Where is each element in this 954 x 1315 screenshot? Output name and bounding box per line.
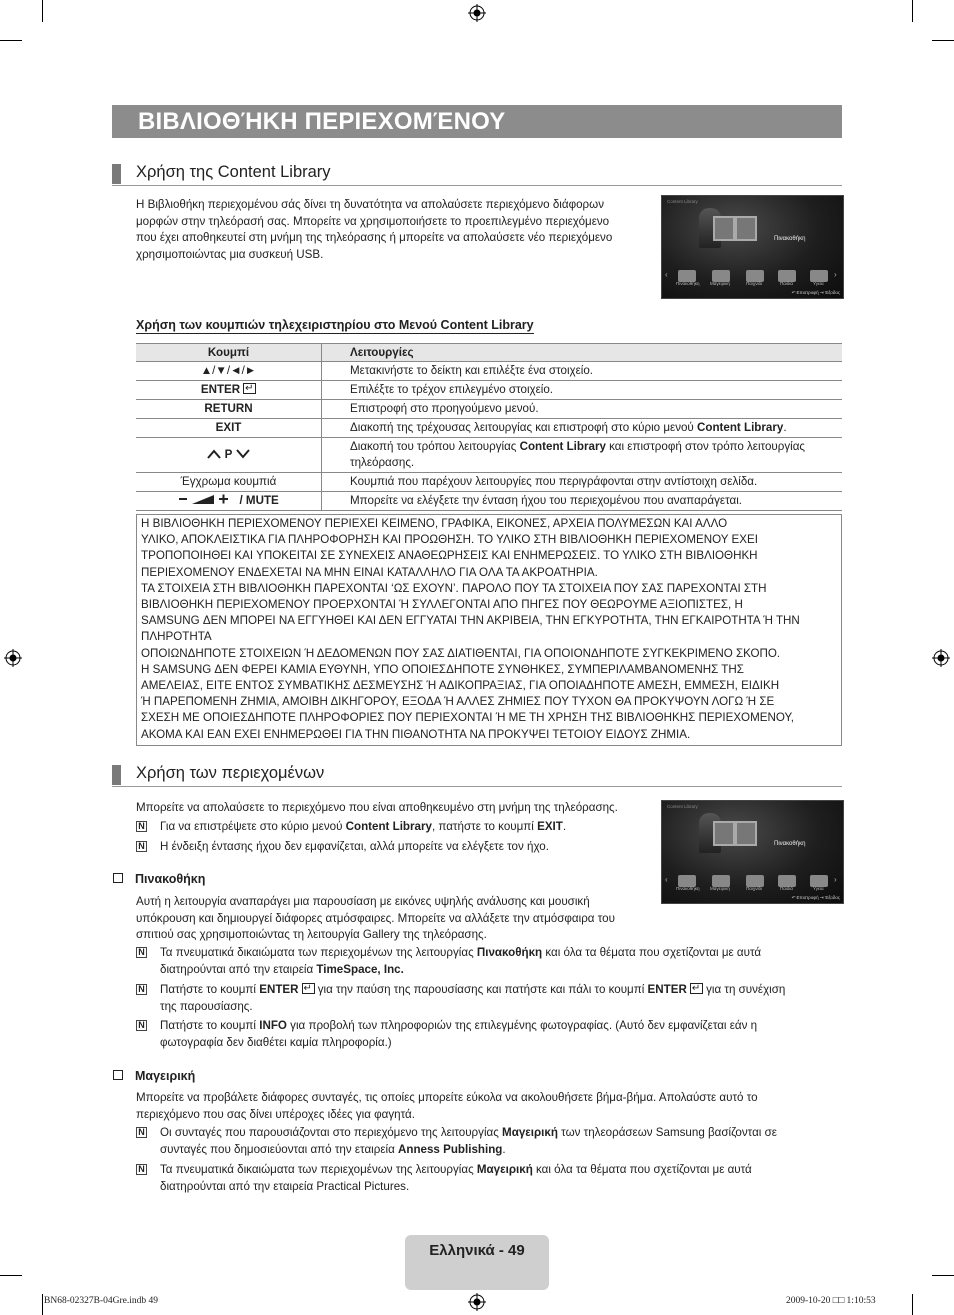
tv-item-label: Μαγειρική: [710, 886, 730, 891]
t: των τηλεοράσεων Samsung βασίζονται σε: [557, 1126, 777, 1139]
table-header-row: [136, 344, 842, 362]
body-line: σπιτιού σας χρησιμοποιώντας τη λειτουργία Gallery της τηλεόρασης.: [136, 928, 487, 941]
b: Μαγειρική: [476, 1163, 533, 1176]
disclaimer-line: ΥΛΙΚΟ, ΑΠΟΚΛΕΙΣΤΙΚΑ ΓΙΑ ΠΛΗΡΟΦΟΡΗΣΗ ΚΑΙ ΠΡΟΩΘΗΣΗ. ΤΟ ΥΛΙΚΟ ΣΤΗ ΒΙΒΛΙΟΘΗΚΗ ΠΕΡΙΕΧΟΜΕΝΟΥ ΕΧΕΙ: [141, 533, 758, 547]
chevron-up-icon: [207, 449, 221, 459]
table-cell-function: [322, 419, 843, 438]
cooking-heading: [113, 1069, 195, 1083]
table-header-function: Λειτουργίες: [322, 344, 843, 362]
table-cell-function: Μετακινήστε το δείκτη και επιλέξτε ένα στοιχείο.: [322, 362, 843, 381]
enter-icon: [243, 383, 256, 394]
gallery-heading-text: Πινακοθήκη: [135, 872, 206, 886]
b: ENTER: [647, 983, 687, 996]
note: [136, 1125, 842, 1159]
disclaimer-line: ΣΧΕΣΗ ΜΕ ΟΠΟΙΕΣΔΗΠΟΤΕ ΠΛΗΡΟΦΟΡΙΕΣ ΠΟΥ ΠΕΡΙΕΧΟΝΤΑΙ Ή ΜΕ ΤΗ ΧΡΗΣΗ ΤΗΣ ΒΙΒΛΙΟΘΗΚΗΣ ΠΕΡΙΕΧΟΜΕΝΟΥ,: [141, 711, 794, 725]
disclaimer-line: ΠΕΡΙΕΧΟΜΕΝΟΥ ΕΝΔΕΧΕΤΑΙ ΝΑ ΜΗΝ ΕΙΝΑΙ ΚΑΤΑΛΛΗΛΟ ΓΙΑ ΟΛΑ ΤΑ ΑΚΡΟΑΤΗΡΙΑ.: [141, 565, 598, 579]
disclaimer-line: Ή ΠΑΡΕΠΟΜΕΝΗ ΖΗΜΙΑ, ΑΜΟΙΒΗ ΔΙΚΗΓΟΡΟΥ, ΕΞΟΔΑ Ή ΑΛΛΕΣ ΖΗΜΙΕΣ ΠΟΥ ΤΥΧΟΝ ΘΑ ΠΡΟΚΥΨΟΥΝ ΛΟΓΩ Ή ΣΕ: [141, 695, 775, 709]
intro-line: μορφών στην τηλεόρασή σας. Μπορείτε να χρησιμοποιήσετε το προεπιλεγμένο περιεχόμενο: [136, 214, 610, 228]
b: EXIT: [537, 820, 563, 833]
tv-item-label: Υγεία: [813, 281, 824, 286]
checkbox-square-icon: [113, 873, 123, 883]
fn-text: τηλεόρασης.: [350, 456, 415, 469]
gallery-heading: [113, 872, 205, 886]
chevron-down-icon: [236, 449, 250, 459]
b: INFO: [259, 1019, 287, 1032]
note-text: [160, 982, 785, 1015]
table-row: [136, 438, 842, 473]
disclaimer-line: ΠΛΗΡΟΤΗΤΑ: [141, 630, 212, 644]
table-row: [136, 473, 842, 492]
tv-item-label: Παιδιά: [780, 886, 793, 891]
chevron-right-icon: ›: [834, 875, 837, 884]
fn-bold: Content Library: [519, 440, 606, 453]
crop-mark: [932, 1275, 954, 1276]
note: [136, 819, 656, 836]
b: Anness Publishing: [398, 1142, 503, 1156]
t: .: [562, 820, 567, 833]
crop-mark: [42, 0, 43, 22]
table-row: [136, 400, 842, 419]
note-icon: N: [136, 947, 147, 958]
disclaimer-line: Η ΒΙΒΛΙΟΘΗΚΗ ΠΕΡΙΕΧΟΜΕΝΟΥ ΠΕΡΙΕΧΕΙ ΚΕΙΜΕΝΟ, ΓΡΑΦΙΚΑ, ΕΙΚΟΝΕΣ, ΑΡΧΕΙΑ ΠΟΛΥΜΕΣΩΝ ΚΑΙ ΑΛΛΟ: [141, 517, 728, 530]
section-heading-using-contents: [112, 765, 842, 787]
registration-mark-icon: [4, 649, 22, 667]
remote-buttons-table: [136, 343, 842, 511]
table-row: [136, 381, 842, 400]
registration-mark-icon: [468, 4, 486, 22]
tv-screen-label: Πινακοθήκη: [774, 236, 806, 242]
tv-item-label: Υγεία: [813, 886, 824, 891]
note-text: [160, 1162, 752, 1195]
registration-mark-icon: [468, 1293, 486, 1311]
b: Πινακοθήκη: [476, 946, 543, 959]
note-text: Η ένδειξη έντασης ήχου δεν εμφανίζεται, αλλά μπορείτε να ελέγξετε τον ήχο.: [160, 840, 549, 853]
b: TimeSpace, Inc.: [316, 962, 404, 976]
note-text: [160, 945, 761, 978]
t: Πατήστε το κουμπί: [160, 983, 260, 996]
t: για προβολή των πληροφοριών της επιλεγμένης φωτογραφίας. (Αυτό δεν εμφανίζεται εάν η: [286, 1019, 758, 1032]
cooking-body: [136, 1090, 842, 1123]
picture-frame: [713, 216, 735, 241]
crop-mark: [42, 1294, 43, 1315]
table-row: [136, 362, 842, 381]
table-cell-key: Έγχρωμα κουμπιά: [136, 473, 322, 492]
b: Μαγειρική: [502, 1126, 558, 1139]
section2-intro: Μπορείτε να απολαύσετε το περιεχόμενο που είναι αποθηκευμένο στη μνήμη της τηλεόρασης.: [136, 801, 618, 814]
section1-intro: [136, 197, 656, 263]
enter-icon: [302, 983, 315, 994]
t: φωτογραφία δεν διαθέτει καμία πληροφορία.): [160, 1035, 392, 1049]
fn-text: και επιστροφή στον τρόπο λειτουργίας: [605, 440, 806, 453]
gallery-body: [136, 894, 656, 944]
crop-mark: [912, 0, 913, 22]
note-icon: N: [136, 1127, 147, 1138]
cooking-heading-text: Μαγειρική: [135, 1069, 196, 1083]
footer-timestamp: 2009-10-20 □□ 1:10:53: [786, 1296, 876, 1306]
page-number-tab: Ελληνικά - 49: [405, 1235, 549, 1290]
picture-frame: [735, 216, 757, 241]
body-line: υπόκρουση και δημιουργεί διάφορες ατμόσφαιρες. Μπορείτε να αλλάξετε την ατμόσφαιρα του: [136, 911, 615, 925]
t: Τα πνευματικά δικαιώματα των περιεχομένων της λειτουργίας: [160, 946, 477, 959]
t: διατηρούνται από την εταιρεία: [160, 962, 317, 976]
registration-mark-icon: [932, 649, 950, 667]
exit-key-label: EXIT: [215, 421, 242, 434]
note-icon: N: [136, 821, 147, 832]
table-cell-key: [136, 492, 322, 511]
disclaimer-line: ΑΜΕΛΕΙΑΣ, ΕΙΤΕ ΕΝΤΟΣ ΣΥΜΒΑΤΙΚΗΣ ΔΕΣΜΕΥΣΗΣ Ή ΑΔΙΚΟΠΡΑΞΙΑΣ, ΓΙΑ ΟΠΟΙΑΔΗΠΟΤΕ ΑΜΕΣΗ, ΕΜΜΕΣΗ, ΕΙΔΙΚΗ: [141, 679, 780, 693]
t: διατηρούνται από την εταιρεία Practical Pictures.: [160, 1179, 410, 1193]
table-cell-key: [136, 400, 322, 419]
note: [136, 1018, 842, 1052]
section-heading-text: Χρήση της Content Library: [136, 163, 331, 181]
note-text: [160, 1018, 757, 1051]
enter-key-label: ENTER: [200, 383, 241, 396]
intro-line: που έχει αποθηκευτεί στη μνήμη της τηλεόρασης ή μπορείτε να απολαύσετε νέο περιεχόμενο: [136, 231, 613, 244]
t: για την παύση της παρουσίασης και πατήστε και πάλι το κουμπί: [314, 983, 648, 996]
disclaimer-box: [136, 514, 842, 746]
intro-line: Η Βιβλιοθήκη περιεχομένου σάς δίνει τη δυνατότητα να απολαύσετε περιεχόμενο διάφορων: [136, 198, 604, 211]
t: Πατήστε το κουμπί: [160, 1019, 260, 1032]
fn-text: .: [783, 421, 787, 434]
tv-item-label: Πινακοθήκη: [676, 281, 700, 286]
section-heading-text: Χρήση των περιεχομένων: [136, 764, 325, 782]
return-key-label: RETURN: [204, 402, 253, 415]
table-cell-key: ▲/▼/◄/►: [136, 362, 322, 381]
chevron-left-icon: ‹: [665, 270, 668, 279]
tv-item-label: Παιδιά: [780, 281, 793, 286]
b: Content Library: [345, 820, 432, 833]
chevron-left-icon: ‹: [665, 875, 668, 884]
crop-mark: [932, 40, 954, 41]
tv-screen-image: [661, 195, 844, 299]
tv-screen-footer: ↶ Επιστροφή ⇥ Έξοδος: [791, 895, 840, 900]
table-cell-function: Επιστροφή στο προηγούμενο μενού.: [322, 400, 843, 419]
disclaimer-line: ΟΠΟΙΩΝΔΗΠΟΤΕ ΣΤΟΙΧΕΙΩΝ Ή ΔΕΔΟΜΕΝΩΝ ΠΟΥ ΣΑΣ ΔΙΑΤΙΘΕΝΤΑΙ, ΓΙΑ ΟΠΟΙΟΝΔΗΠΟΤΕ ΣΥΓΚΕΚΡΙΜΕΝΟ ΣΚΟΠΟ.: [141, 646, 781, 660]
body-line: Μπορείτε να προβάλετε διάφορες συνταγές, τις οποίες μπορείτε εύκολα να ακολουθήσετε βήμα-βήμα. Απολαύστε αυτό το: [136, 1091, 758, 1104]
picture-frame: [713, 821, 735, 846]
tv-screen-image: [661, 800, 844, 904]
t: Οι συνταγές που παρουσιάζονται στο περιεχόμενο της λειτουργίας: [160, 1126, 503, 1139]
note-icon: N: [136, 841, 147, 852]
tv-screen-title: Content Library: [667, 804, 698, 809]
p-key-label: P: [224, 448, 233, 461]
tv-screen-label: Πινακοθήκη: [774, 841, 806, 847]
disclaimer-line: ΤΑ ΣΤΟΙΧΕΙΑ ΣΤΗ ΒΙΒΛΙΟΘΗΚΗ ΠΑΡΕΧΟΝΤΑΙ ‘ΩΣ ΕΧΟΥΝ’. ΠΑΡΟΛΟ ΠΟΥ ΤΑ ΣΤΟΙΧΕΙΑ ΠΟΥ ΣΑΣ ΠΑΡΕΧΟΝΤΑΙ ΣΤΗ: [141, 581, 767, 595]
table-cell-key: [136, 419, 322, 438]
t: της παρουσίασης.: [160, 999, 253, 1013]
disclaimer-line: ΤΡΟΠΟΠΟΙΗΘΕΙ ΚΑΙ ΥΠΟΚΕΙΤΑΙ ΣΕ ΣΥΝΕΧΕΙΣ ΑΝΑΘΕΩΡΗΣΕΙΣ ΚΑΙ ΕΝΗΜΕΡΩΣΕΙΣ. ΤΟ ΥΛΙΚΟ ΣΤΗ ΒΙΒΛΙΟΘΗΚΗ: [141, 549, 758, 563]
remote-buttons-heading: Χρήση των κουμπιών τηλεχειριστηρίου στο Μενού Content Library: [136, 318, 534, 332]
crop-mark: [0, 40, 22, 41]
note-text: [160, 1125, 777, 1158]
table-cell-function: Μπορείτε να ελέγξετε την ένταση ήχου του περιεχομένου που αναπαράγεται.: [322, 492, 843, 511]
tv-screen-title: Content Library: [667, 199, 698, 204]
table-cell-function: Επιλέξτε το τρέχον επιλεγμένο στοιχείο.: [322, 381, 843, 400]
tv-screen-footer: ↶ Επιστροφή ⇥ Έξοδος: [791, 290, 840, 295]
t: για τη συνέχιση: [702, 983, 786, 996]
tv-item-label: Παιχνίδι: [746, 886, 762, 891]
note: [136, 945, 842, 979]
fn-text: Διακοπή της τρέχουσας λειτουργίας και επιστροφή στο κύριο μενού: [350, 421, 697, 434]
disclaimer-line: Η SAMSUNG ΔΕΝ ΦΕΡΕΙ ΚΑΜΙΑ ΕΥΘΥΝΗ, ΥΠΟ ΟΠΟΙΕΣΔΗΠΟΤΕ ΣΥΝΘΗΚΕΣ, ΣΥΜΠΕΡΙΛΑΜΒΑΝΟΜΕΝΗΣ ΤΗΣ: [141, 662, 744, 676]
note: [136, 982, 842, 1016]
note-text: [160, 819, 566, 836]
tv-item-label: Πινακοθήκη: [676, 886, 700, 891]
volume-icon: [178, 493, 236, 505]
enter-icon: [690, 983, 703, 994]
note-icon: N: [136, 1020, 147, 1031]
tv-item-label: Μαγειρική: [710, 281, 730, 286]
section-marker: [112, 164, 121, 184]
page-title: ΒΙΒΛΙΟΘΉΚΗ ΠΕΡΙΕΧΟΜΈΝΟΥ: [112, 105, 842, 138]
note: [136, 1162, 842, 1196]
body-line: περιεχόμενο που σας δίνει υπέροχες ιδέες για φαγητά.: [136, 1107, 415, 1121]
table-row: [136, 492, 842, 511]
disclaimer-line: ΑΚΟΜΑ ΚΑΙ ΕΑΝ ΕΧΕΙ ΕΝΗΜΕΡΩΘΕΙ ΓΙΑ ΤΗΝ ΠΙΘΑΝΟΤΗΤΑ ΝΑ ΠΡΟΚΥΨΕΙ ΤΕΤΟΙΟΥ ΕΙΔΟΥΣ ΖΗΜΙΑ.: [141, 727, 691, 741]
table-cell-function: Κουμπιά που παρέχουν λειτουργίες που περιγράφονται στην αντίστοιχη σελίδα.: [322, 473, 843, 492]
table-header-key: Κουμπί: [136, 344, 322, 362]
crop-mark: [912, 1294, 913, 1315]
table-cell-function: [322, 438, 843, 473]
note-icon: N: [136, 984, 147, 995]
note-icon: N: [136, 1164, 147, 1175]
table-cell-key: [136, 438, 322, 473]
fn-bold: Content Library: [697, 421, 784, 434]
t: , πατήστε το κουμπί: [431, 820, 538, 833]
b: ENTER: [259, 983, 299, 996]
disclaimer-line: ΒΙΒΛΙΟΘΗΚΗ ΠΕΡΙΕΧΟΜΕΝΟΥ ΠΡΟΕΡΧΟΝΤΑΙ Ή ΣΥΛΛΕΓΟΝΤΑΙ ΑΠΟ ΠΗΓΕΣ ΠΟΥ ΘΕΩΡΟΥΜΕ ΑΞΙΟΠΙΣΤΕΣ, Η: [141, 598, 743, 612]
t: Τα πνευματικά δικαιώματα των περιεχομένων της λειτουργίας: [160, 1163, 477, 1176]
section-heading-content-library: [112, 164, 842, 186]
intro-line: χρησιμοποιώντας μια συσκευή USB.: [136, 247, 324, 261]
note: [136, 839, 656, 856]
t: συνταγές που δημοσιεύονται από την εταιρεία: [160, 1142, 398, 1156]
t: και όλα τα θέματα που σχετίζονται με αυτά: [542, 946, 762, 959]
section-marker: [112, 765, 121, 785]
mute-key-label: / MUTE: [239, 494, 279, 507]
t: Για να επιστρέψετε στο κύριο μενού: [160, 820, 346, 833]
picture-frame: [735, 821, 757, 846]
tv-item-label: Παιχνίδι: [746, 281, 762, 286]
crop-mark: [0, 1275, 22, 1276]
table-cell-key: [136, 381, 322, 400]
body-line: Αυτή η λειτουργία αναπαράγει μια παρουσίαση με εικόνες υψηλής ανάλυσης και μουσική: [136, 895, 590, 908]
table-row: [136, 419, 842, 438]
disclaimer-line: SAMSUNG ΔΕΝ ΜΠΟΡΕΙ ΝΑ ΕΓΓΥΗΘΕΙ ΚΑΙ ΔΕΝ ΕΓΓΥΑΤΑΙ ΤΗΝ ΑΚΡΙΒΕΙΑ, ΤΗΝ ΕΓΚΥΡΟΤΗΤΑ, ΤΗΝ ΕΓΚΑΙΡΟΤΗΤΑ Ή ΤΗΝ: [141, 614, 800, 628]
t: .: [502, 1142, 506, 1156]
chevron-right-icon: ›: [834, 270, 837, 279]
checkbox-square-icon: [113, 1070, 123, 1080]
t: και όλα τα θέματα που σχετίζονται με αυτά: [532, 1163, 752, 1176]
footer-file-info: BN68-02327B-04Gre.indb 49: [44, 1296, 158, 1306]
fn-text: Διακοπή του τρόπου λειτουργίας: [350, 440, 520, 453]
